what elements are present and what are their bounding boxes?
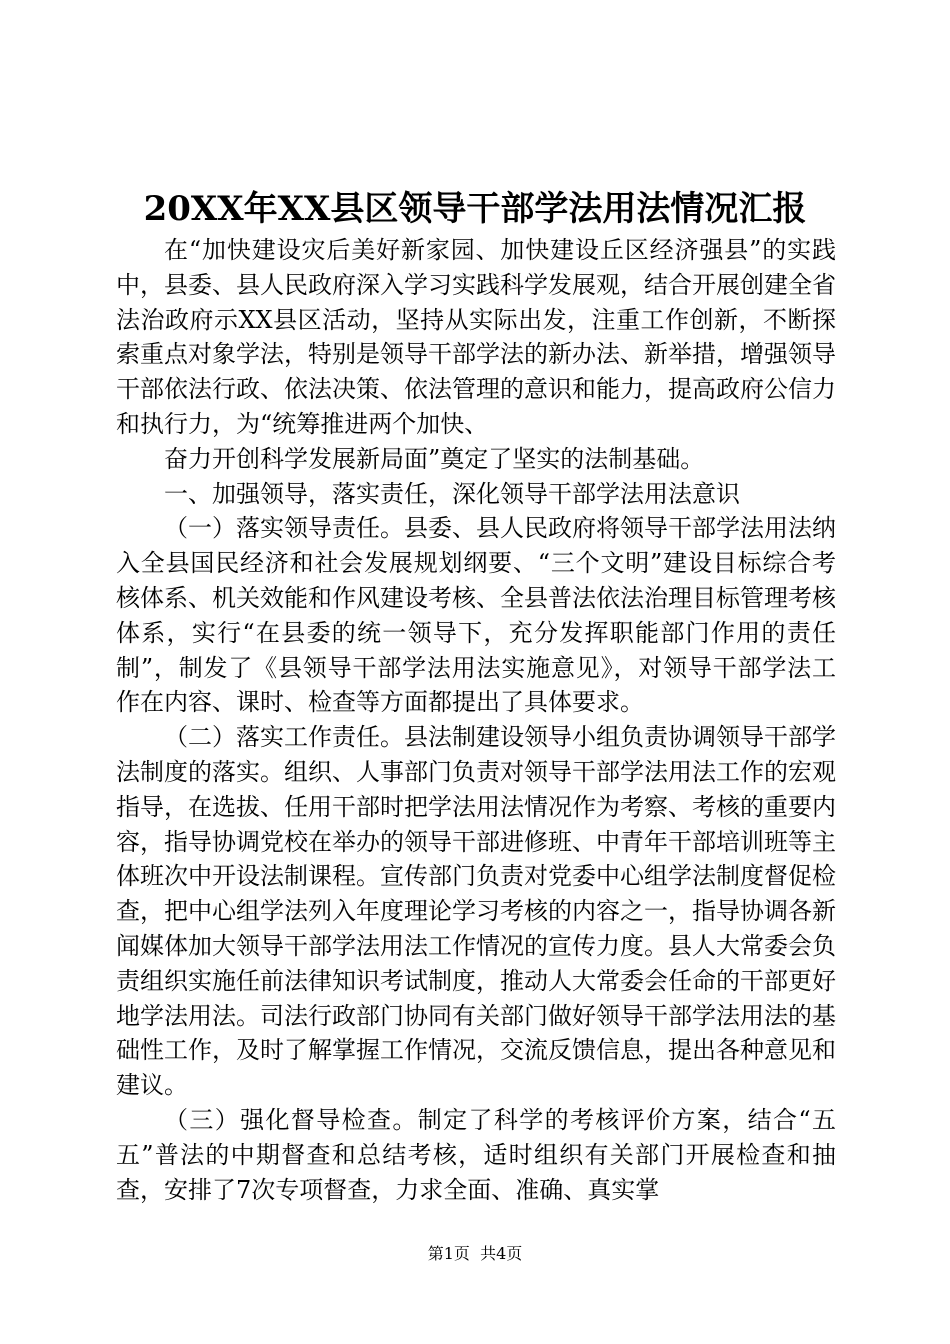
item-3-paragraph: （三）强化督导检查。制定了科学的考核评价方案，结合“五五”普法的中期督查和总结考核，适时组织有关部门开展检查和抽查，安排了7次专项督查，力求全面、准确、真实掌 [116, 1105, 836, 1204]
item-2-paragraph: （二）落实工作责任。县法制建设领导小组负责协调领导干部学法制度的落实。组织、人事部门负责对领导干部学法用法工作的宏观指导，在选拔、任用干部时把学法用法情况作为考察、考核的重要内容，指导协调党校在举办的领导干部进修班、中青年干部培训班等主体班次中开设法制课程。宣传部门负责对党委中心组学法制度督促检查，把中心组学法列入年度理论学习考核的内容之一，指导协调各新闻媒体加大领导干部学法用法工作情况的宣传力度。县人大常委会负责组织实施任前法律知识考试制度，推动人大常委会任命的干部更好地学法用法。司法行政部门协同有关部门做好领导干部学法用法的基础性工作，及时了解掌握工作情况，交流反馈信息，提出各种意见和建议。 [116, 723, 836, 1100]
item-1-paragraph: （一）落实领导责任。县委、县人民政府将领导干部学法用法纳入全县国民经济和社会发展规划纲要、“三个文明”建设目标综合考核体系、机关效能和作风建设考核、全县普法依法治理目标管理考核体系，实行“在县委的统一领导下，充分发挥职能部门作用的责任制”，制发了《县领导干部学法用法实施意见》，对领导干部学法工作在内容、课时、检查等方面都提出了具体要求。 [116, 514, 836, 717]
document-title: 20XX年XX县区领导干部学法用法情况汇报 [143, 189, 807, 229]
section-heading: 一、加强领导，落实责任，深化领导干部学法用法意识 [164, 479, 740, 508]
page-footer: 第1页 共4页 [427, 1244, 523, 1263]
intro-continuation-paragraph: 奋力开创科学发展新局面”奠定了坚实的法制基础。 [164, 444, 705, 473]
document-body [116, 233, 836, 1207]
intro-paragraph: 在“加快建设灾后美好新家园、加快建设丘区经济强县”的实践中，县委、县人民政府深入学习实践科学发展观，结合开展创建全省法治政府示XX县区活动，坚持从实际出发，注重工作创新，不断探索重点对象学法，特别是领导干部学法的新办法、新举措，增强领导干部依法行政、依法决策、依法管理的意识和能力，提高政府公信力和执行力，为“统筹推进两个加快、 [116, 236, 836, 438]
